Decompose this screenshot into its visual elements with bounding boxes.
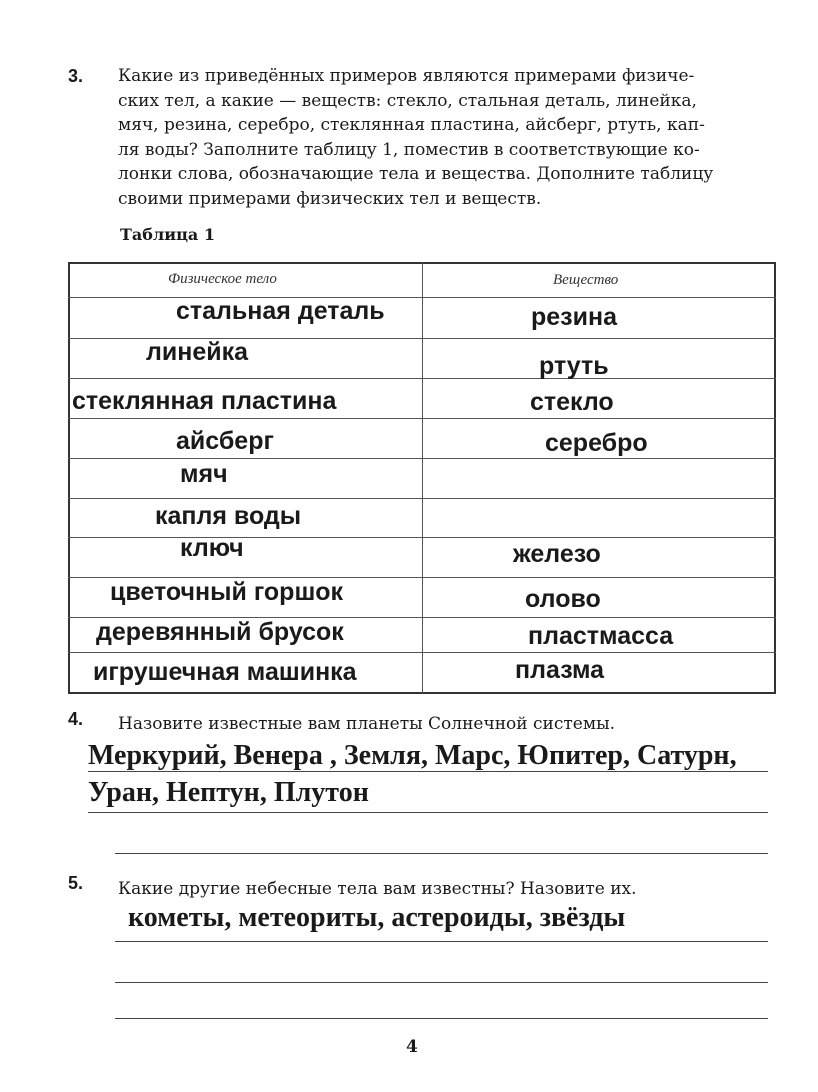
table-cell-substance: пластмасса <box>528 622 674 650</box>
writing-line <box>115 941 768 942</box>
question-4-answer-line: Уран, Нептун, Плутон <box>88 777 369 808</box>
table-cell-body: стеклянная пластина <box>72 387 337 415</box>
table-column-divider <box>422 262 423 694</box>
table-border-right <box>774 262 776 694</box>
question-3-line: лонки слова, обозначающие тела и вещества. Дополните таблицу <box>118 164 714 185</box>
table-cell-body: стальная деталь <box>176 297 385 325</box>
table-row-divider <box>68 378 776 379</box>
table-cell-body: айсберг <box>176 427 274 455</box>
table-row-divider <box>68 297 776 298</box>
table-row-divider <box>68 498 776 499</box>
question-3-line: ских тел, а какие — веществ: стекло, стальная деталь, линейка, <box>118 90 697 111</box>
table-cell-substance: серебро <box>545 429 648 457</box>
writing-line <box>115 982 768 983</box>
question-4-answer-line: Меркурий, Венера , Земля, Марс, Юпитер, Сатурн, <box>88 740 737 771</box>
question-3-line: мяч, резина, серебро, стеклянная пластина, айсберг, ртуть, кап- <box>118 115 705 136</box>
page-number: 4 <box>406 1037 418 1057</box>
writing-line <box>88 771 768 772</box>
table-row-divider <box>68 458 776 459</box>
table-cell-body: ключ <box>180 534 244 562</box>
table-cell-body: мяч <box>180 460 228 488</box>
writing-line <box>115 853 768 854</box>
table-cell-substance: ртуть <box>539 352 609 380</box>
table-header-substance: Вещество <box>553 272 619 288</box>
table-border-left <box>68 262 70 694</box>
table-cell-body: линейка <box>146 338 249 366</box>
writing-line <box>115 1018 768 1019</box>
table-caption: Таблица 1 <box>120 225 215 244</box>
table-cell-substance: железо <box>513 540 601 568</box>
question-4-text: Назовите известные вам планеты Солнечной системы. <box>118 714 616 734</box>
table-cell-body: деревянный брусок <box>96 618 344 646</box>
table-row-divider <box>68 652 776 653</box>
question-4-number: 4. <box>68 709 84 729</box>
table-header-body: Физическое тело <box>168 271 277 287</box>
table-row-divider <box>68 418 776 419</box>
table-cell-body: цветочный горшок <box>110 578 344 606</box>
table-cell-substance: плазма <box>515 656 605 684</box>
writing-line <box>88 812 768 813</box>
question-5-answer: кометы, метеориты, астероиды, звёзды <box>128 902 626 933</box>
question-5-number: 5. <box>68 873 84 893</box>
table-row-divider <box>68 537 776 538</box>
table-cell-body: капля воды <box>155 502 302 530</box>
table-cell-substance: резина <box>531 303 617 331</box>
question-3-line: ля воды? Заполните таблицу 1, поместив в соответствующие ко- <box>118 139 700 160</box>
table-cell-substance: стекло <box>530 388 614 416</box>
question-3-line: своими примерами физических тел и веществ. <box>118 188 542 209</box>
question-5-text: Какие другие небесные тела вам известны? Назовите их. <box>118 879 637 899</box>
question-3-number: 3. <box>68 66 84 86</box>
table-cell-substance: олово <box>525 585 601 613</box>
table-cell-body: игрушечная машинка <box>93 658 357 686</box>
question-3-line: Какие из приведённых примеров являются примерами физиче- <box>118 66 695 86</box>
